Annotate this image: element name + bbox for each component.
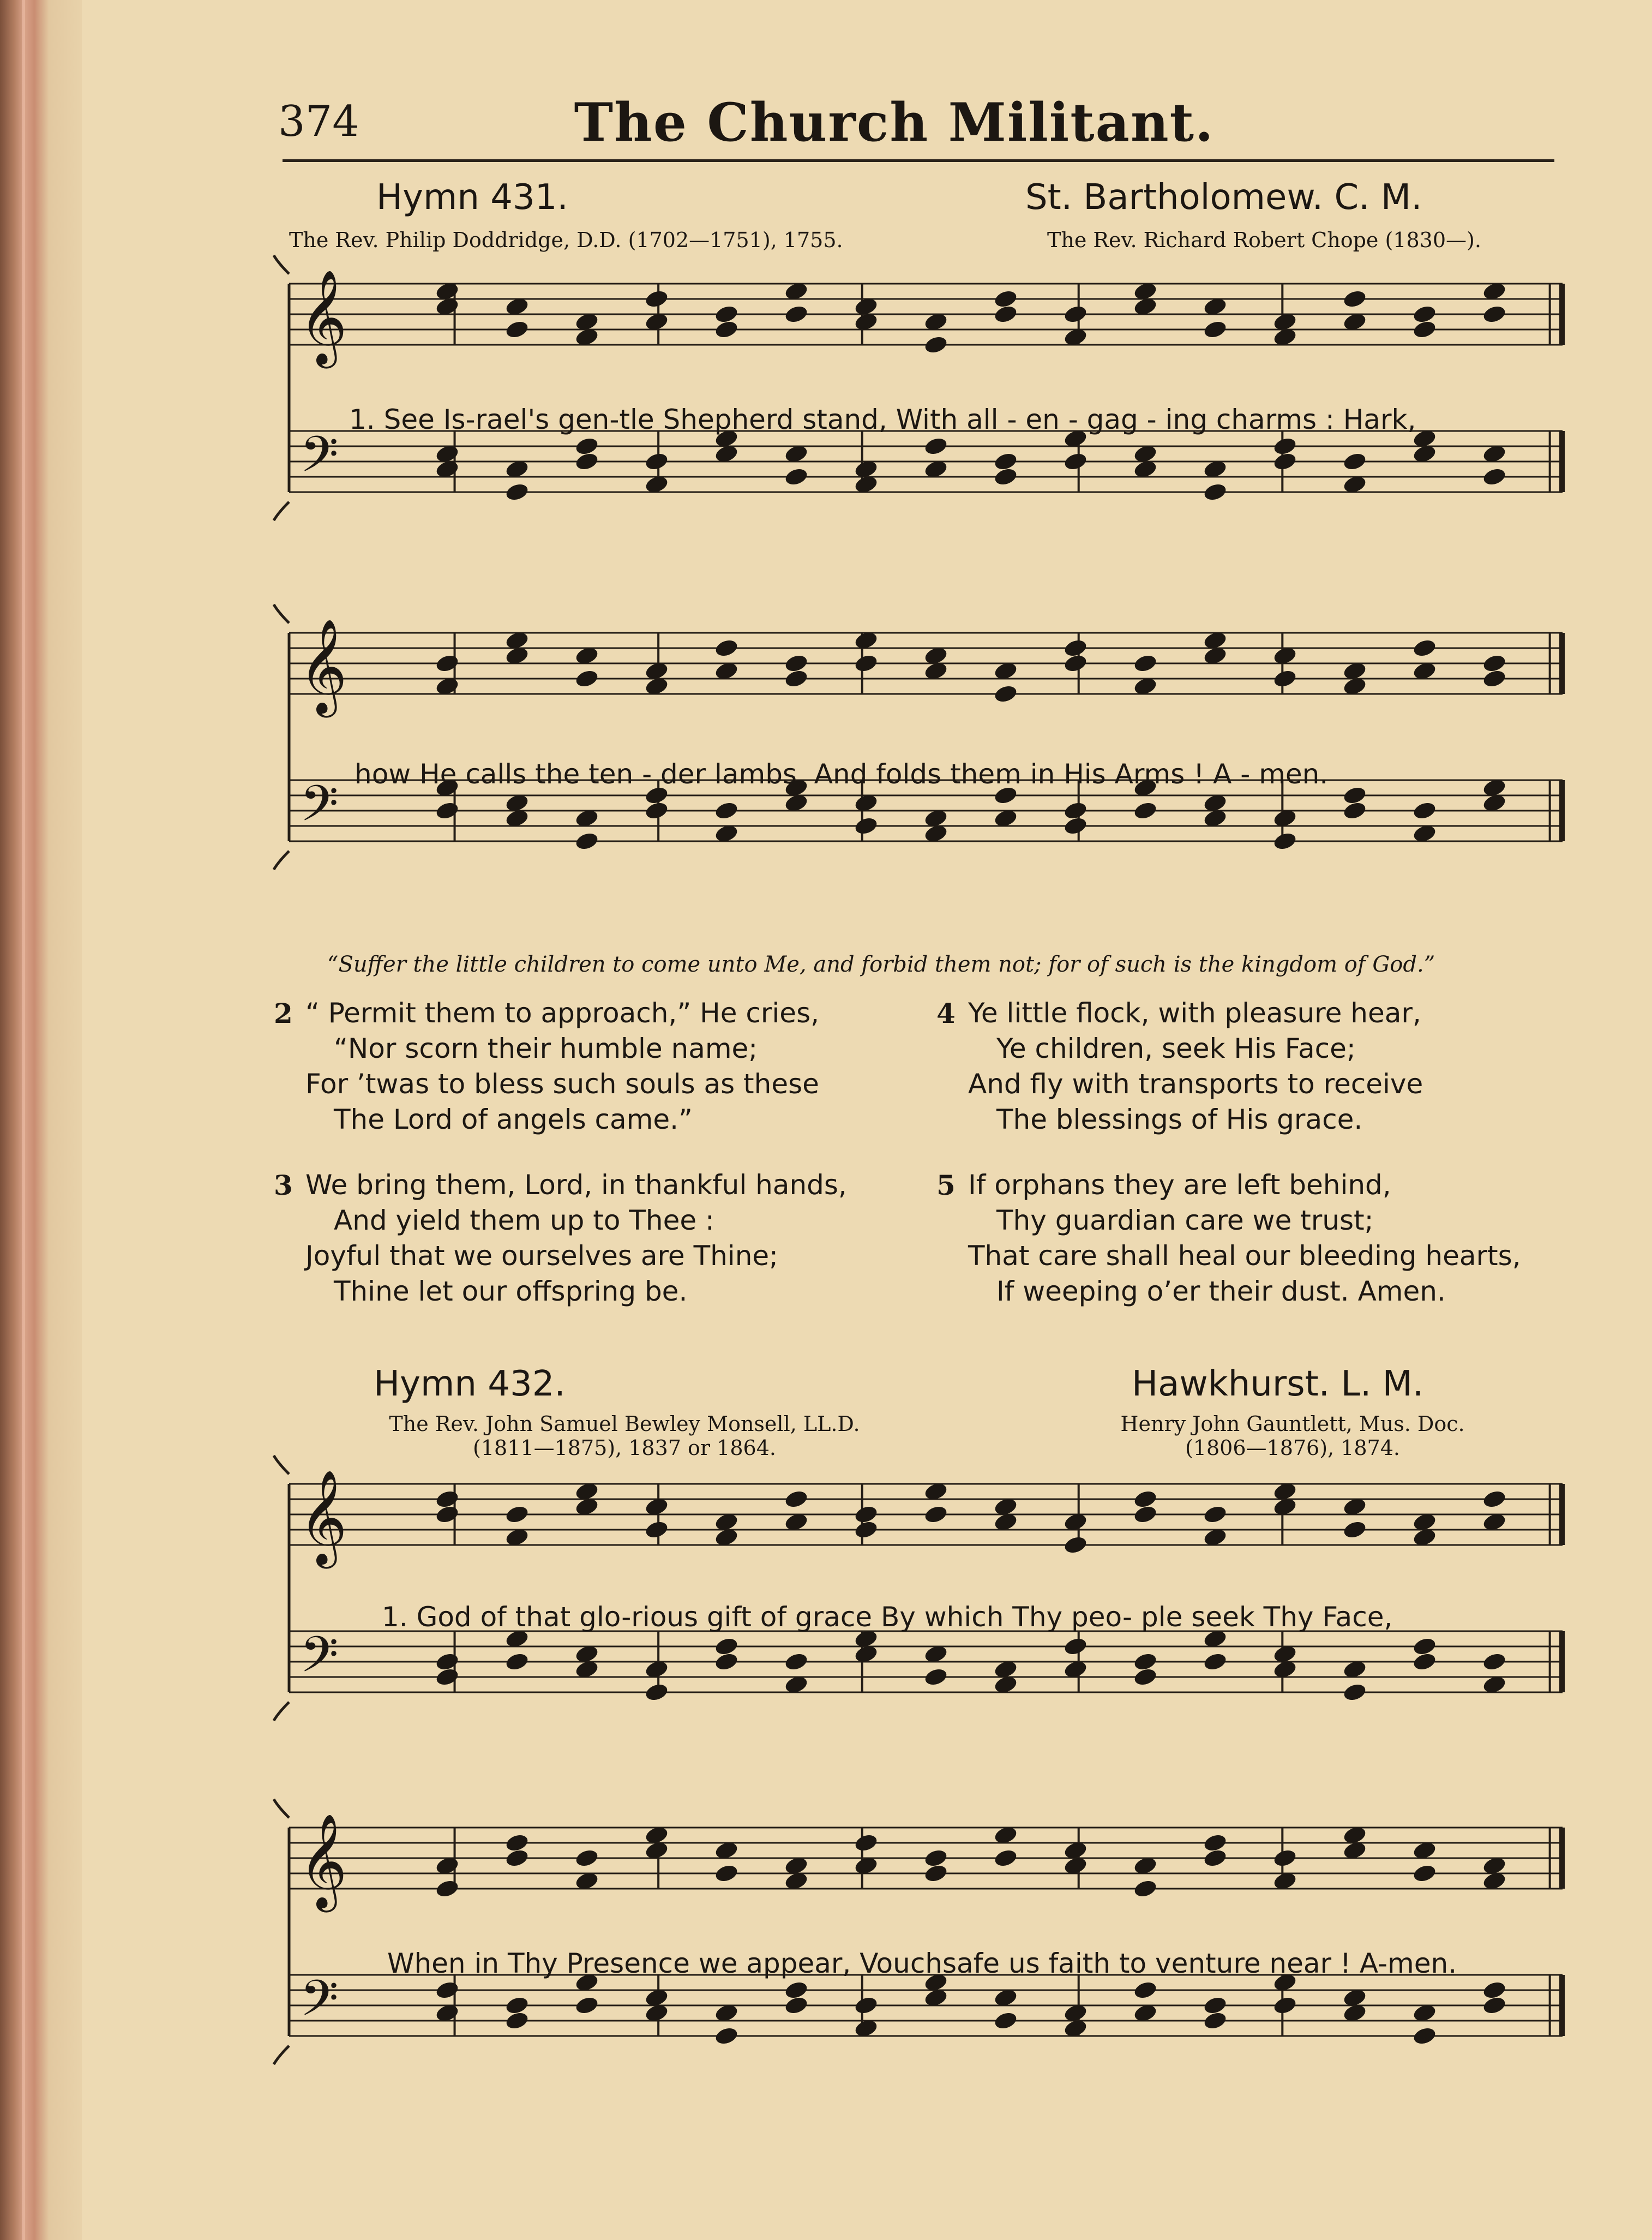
final-bar (1559, 1975, 1565, 2036)
note-head (435, 653, 460, 674)
verse-line: “Nor scorn their humble name; (334, 1033, 758, 1064)
note-head (574, 1995, 599, 2016)
final-bar (1559, 1484, 1565, 1545)
note-head (435, 1878, 460, 1899)
note-head (574, 436, 599, 457)
note-head (923, 1504, 948, 1525)
running-title: The Church Militant. (574, 92, 1215, 153)
note-head (1063, 1535, 1088, 1555)
verse-number: 5 (936, 1169, 956, 1201)
note-head (574, 668, 599, 689)
note-head (784, 1995, 809, 2016)
note-head (1412, 1651, 1437, 1672)
hymn-432-lyrics-1: 1. God of that glo-rious gift of grace By which Thy peo- ple seek Thy Face, (382, 1601, 1393, 1633)
note-head (1203, 319, 1228, 340)
note-head (504, 1832, 530, 1853)
note-head (1063, 800, 1088, 821)
note-head (923, 1667, 948, 1687)
note-head (435, 800, 460, 821)
note-head (504, 319, 530, 340)
author-line: The Rev. John Samuel Bewley Monsell, LL.D. (389, 1412, 860, 1436)
hymn-432-composer (1085, 1412, 1500, 1460)
note-head (1482, 1489, 1507, 1510)
verse-line: Thy guardian care we trust; (996, 1205, 1374, 1236)
hymn-431-lyrics-1: 1. See Is-rael's gen-tle Shepherd stand, With all - en - gag - ing charms : Hark, (349, 404, 1416, 435)
note-head (1063, 1636, 1088, 1657)
note-head (1412, 2026, 1437, 2046)
note-head (1482, 1995, 1507, 2016)
note-head (435, 1651, 460, 1672)
note-head (784, 1980, 809, 2001)
final-bar (1559, 780, 1565, 841)
composer-line: (1806—1876), 1874. (1185, 1436, 1400, 1460)
treble-clef-icon: 𝄞 (299, 269, 347, 364)
note-head (784, 304, 809, 325)
note-head (1133, 1489, 1158, 1510)
note-head (714, 1651, 739, 1672)
note-head (1482, 1980, 1507, 2001)
verse-line: “ Permit them to approach,” He cries, (305, 997, 820, 1029)
note-head (1133, 1651, 1158, 1672)
verse-3 (274, 1167, 847, 1309)
note-head (784, 466, 809, 487)
note-head (1412, 304, 1437, 325)
hymn-432-tune: Hawkhurst. L. M. (1132, 1364, 1424, 1404)
note-head (1412, 638, 1437, 658)
hymn-431-title: Hymn 431. (376, 177, 568, 218)
note-head (1342, 785, 1367, 806)
note-head (574, 831, 599, 852)
note-head (1063, 304, 1088, 325)
verse-number: 4 (936, 997, 956, 1029)
note-head (1482, 653, 1507, 674)
note-head (504, 1651, 530, 1672)
note-head (1063, 638, 1088, 658)
bass-clef-icon: 𝄢 (300, 775, 339, 845)
treble-clef-icon: 𝄞 (299, 1813, 347, 1908)
note-head (854, 1519, 879, 1540)
verse-line: We bring them, Lord, in thankful hands, (305, 1169, 847, 1201)
note-head (1272, 436, 1297, 457)
verse-line: That care shall heal our bleeding hearts, (968, 1240, 1521, 1272)
note-head (993, 1848, 1018, 1868)
note-head (1203, 482, 1228, 502)
note-head (644, 1519, 669, 1540)
note-head (504, 1504, 530, 1525)
page-number: 374 (278, 97, 359, 146)
verse-line: The Lord of angels came.” (334, 1104, 693, 1135)
verse-number: 2 (274, 997, 293, 1029)
note-head (1272, 668, 1297, 689)
note-head (644, 1682, 669, 1703)
note-head (1063, 816, 1088, 836)
note-head (714, 319, 739, 340)
note-head (923, 334, 948, 355)
composer-line: Henry John Gauntlett, Mus. Doc. (1120, 1412, 1465, 1436)
note-head (923, 1863, 948, 1884)
note-head (1412, 1636, 1437, 1657)
verse-line: The blessings of His grace. (996, 1104, 1363, 1135)
verse-line: Joyful that we ourselves are Thine; (305, 1240, 778, 1272)
note-head (1063, 653, 1088, 674)
note-head (1272, 1995, 1297, 2016)
final-bar (1559, 284, 1565, 345)
verse-5 (936, 1167, 1521, 1309)
verse-line: And fly with transports to receive (968, 1068, 1423, 1100)
note-head (1482, 668, 1507, 689)
note-head (784, 1651, 809, 1672)
verse-number: 3 (274, 1169, 293, 1201)
verse-line: Ye children, seek His Face; (996, 1033, 1356, 1064)
note-head (574, 1848, 599, 1868)
note-head (644, 451, 669, 472)
note-head (1063, 451, 1088, 472)
verse-line: And yield them up to Thee : (334, 1205, 714, 1236)
note-head (714, 638, 739, 658)
verse-line: If orphans they are left behind, (968, 1169, 1391, 1201)
final-bar (1559, 1631, 1565, 1692)
verse-line: Thine let our offspring be. (334, 1275, 688, 1307)
note-head (504, 1848, 530, 1868)
treble-clef-icon: 𝄞 (299, 619, 347, 714)
header-rule (283, 159, 1554, 162)
note-head (1133, 653, 1158, 674)
note-head (714, 800, 739, 821)
note-head (993, 684, 1018, 704)
note-head (504, 2010, 530, 2031)
note-head (1133, 800, 1158, 821)
note-head (574, 451, 599, 472)
author-line: (1811—1875), 1837 or 1864. (473, 1436, 776, 1460)
note-head (1342, 451, 1367, 472)
note-head (1412, 800, 1437, 821)
note-head (993, 466, 1018, 487)
final-bar (1559, 633, 1565, 694)
verse-line: Ye little flock, with pleasure hear, (968, 997, 1421, 1029)
final-bar (1559, 431, 1565, 492)
hymn-431-scripture-quote: “Suffer the little children to come unto Me, and forbid them not; for of such is the kingdom of God.” (327, 952, 1435, 977)
note-head (1203, 1651, 1228, 1672)
note-head (993, 304, 1018, 325)
note-head (923, 436, 948, 457)
verse-4 (936, 996, 1423, 1137)
note-head (714, 2026, 739, 2046)
note-head (1203, 1848, 1228, 1868)
final-bar (1559, 1828, 1565, 1889)
bass-clef-icon: 𝄢 (300, 1969, 339, 2039)
note-head (435, 1504, 460, 1525)
note-head (854, 653, 879, 674)
note-head (714, 304, 739, 325)
note-head (854, 1995, 879, 2016)
note-head (784, 653, 809, 674)
note-head (1412, 1863, 1437, 1884)
note-head (1203, 1995, 1228, 2016)
note-head (1133, 1980, 1158, 2001)
note-head (1342, 800, 1367, 821)
note-head (1203, 1832, 1228, 1853)
hymn-432-lyrics-2: When in Thy Presence we appear, Vouchsafe us faith to venture near ! A-men. (387, 1948, 1457, 1979)
hymn-431-author: The Rev. Philip Doddridge, D.D. (1702—1751), 1755. (289, 228, 843, 252)
note-head (1133, 1667, 1158, 1687)
verse-line: If weeping o’er their dust. Amen. (996, 1275, 1446, 1307)
note-head (1203, 2010, 1228, 2031)
note-head (1342, 1519, 1367, 1540)
note-head (1342, 1682, 1367, 1703)
note-head (1272, 451, 1297, 472)
hymn-431-composer: The Rev. Richard Robert Chope (1830—). (1047, 228, 1481, 252)
note-head (435, 1980, 460, 2001)
note-head (1342, 289, 1367, 309)
note-head (1482, 304, 1507, 325)
note-head (993, 451, 1018, 472)
note-head (993, 2010, 1018, 2031)
bass-clef-icon: 𝄢 (300, 426, 339, 495)
hymn-431-lyrics-2: how He calls the ten - der lambs, And folds them in His Arms ! A - men. (355, 758, 1329, 790)
note-head (435, 1489, 460, 1510)
hymn-432-title: Hymn 432. (374, 1364, 566, 1404)
note-head (1412, 319, 1437, 340)
note-head (1203, 1504, 1228, 1525)
note-head (1272, 1848, 1297, 1868)
note-head (784, 1489, 809, 1510)
book-edge (0, 0, 82, 2240)
note-head (784, 668, 809, 689)
note-head (714, 1863, 739, 1884)
note-head (854, 1504, 879, 1525)
note-head (644, 289, 669, 309)
note-head (1482, 1651, 1507, 1672)
verse-2 (274, 996, 820, 1137)
note-head (854, 1832, 879, 1853)
note-head (1133, 1878, 1158, 1899)
note-head (993, 289, 1018, 309)
note-head (714, 1636, 739, 1657)
note-head (504, 482, 530, 502)
note-head (504, 1995, 530, 2016)
note-head (854, 816, 879, 836)
hymn-432-author (322, 1412, 927, 1460)
bass-clef-icon: 𝄢 (300, 1626, 339, 1696)
note-head (923, 1848, 948, 1868)
note-head (1482, 466, 1507, 487)
hymn-431-tune: St. Bartholomew. C. M. (1025, 177, 1422, 218)
note-head (1272, 831, 1297, 852)
note-head (1133, 1504, 1158, 1525)
note-head (644, 800, 669, 821)
note-head (435, 1667, 460, 1687)
treble-clef-icon: 𝄞 (299, 1470, 347, 1565)
verse-line: For ’twas to bless such souls as these (305, 1068, 819, 1100)
